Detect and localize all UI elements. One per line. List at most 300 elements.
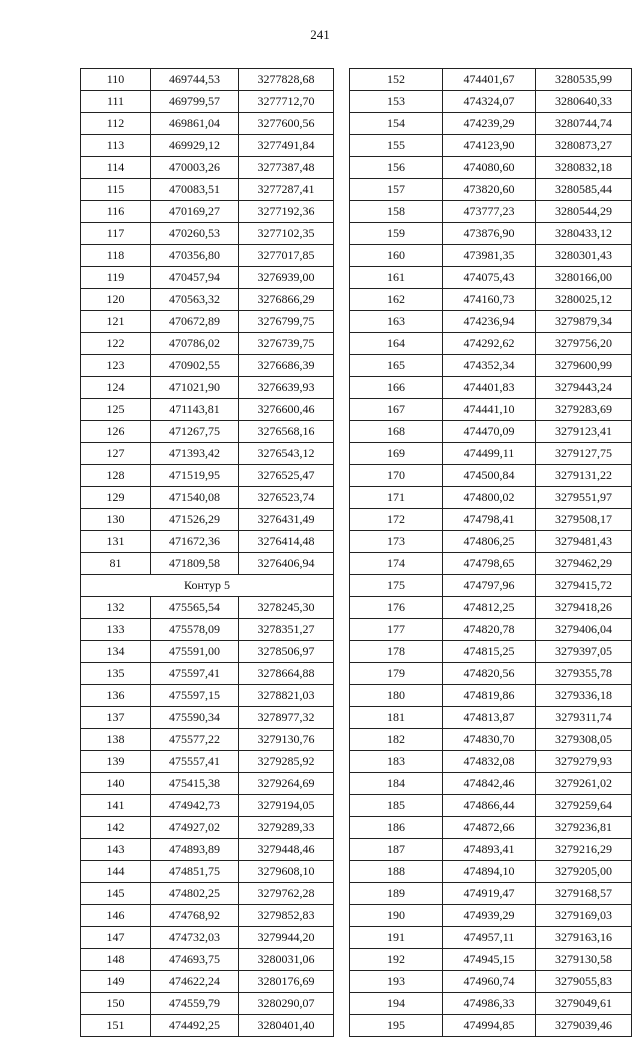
point-number: 134: [81, 641, 151, 663]
point-number: 190: [350, 905, 443, 927]
coordinate-row: [81, 91, 334, 113]
x-coordinate: 474945,15: [443, 949, 536, 971]
point-number: 137: [81, 707, 151, 729]
x-coordinate: 475577,22: [151, 729, 239, 751]
x-coordinate: 475565,54: [151, 597, 239, 619]
x-coordinate: 474819,86: [443, 685, 536, 707]
coordinate-row: [81, 465, 334, 487]
point-number: 179: [350, 663, 443, 685]
point-number: 152: [350, 69, 443, 91]
y-coordinate: 3277828,68: [239, 69, 334, 91]
y-coordinate: 3276686,39: [239, 355, 334, 377]
x-coordinate: 474768,92: [151, 905, 239, 927]
point-number: 135: [81, 663, 151, 685]
y-coordinate: 3279259,64: [536, 795, 632, 817]
point-number: 180: [350, 685, 443, 707]
coordinate-row: [350, 289, 632, 311]
point-number: 184: [350, 773, 443, 795]
y-coordinate: 3278664,88: [239, 663, 334, 685]
point-number: 148: [81, 949, 151, 971]
y-coordinate: 3276525,47: [239, 465, 334, 487]
coordinate-row: [350, 465, 632, 487]
x-coordinate: 474851,75: [151, 861, 239, 883]
y-coordinate: 3280401,40: [239, 1015, 334, 1037]
coordinate-row: [81, 795, 334, 817]
point-number: 183: [350, 751, 443, 773]
point-number: 132: [81, 597, 151, 619]
y-coordinate: 3279289,33: [239, 817, 334, 839]
section-header-row: [81, 575, 334, 597]
x-coordinate: 470260,53: [151, 223, 239, 245]
y-coordinate: 3279852,83: [239, 905, 334, 927]
y-coordinate: 3280832,18: [536, 157, 632, 179]
y-coordinate: 3279163,16: [536, 927, 632, 949]
coordinate-row: [350, 685, 632, 707]
y-coordinate: 3277192,36: [239, 201, 334, 223]
coordinate-row: [350, 179, 632, 201]
coordinate-row: [350, 971, 632, 993]
y-coordinate: 3279194,05: [239, 795, 334, 817]
x-coordinate: 474986,33: [443, 993, 536, 1015]
point-number: 142: [81, 817, 151, 839]
y-coordinate: 3277102,35: [239, 223, 334, 245]
point-number: 161: [350, 267, 443, 289]
point-number: 136: [81, 685, 151, 707]
x-coordinate: 474559,79: [151, 993, 239, 1015]
y-coordinate: 3279130,76: [239, 729, 334, 751]
x-coordinate: 474401,67: [443, 69, 536, 91]
x-coordinate: 474994,85: [443, 1015, 536, 1037]
coordinate-row: [81, 333, 334, 355]
x-coordinate: 474919,47: [443, 883, 536, 905]
y-coordinate: 3279406,04: [536, 619, 632, 641]
x-coordinate: 474800,02: [443, 487, 536, 509]
x-coordinate: 471672,36: [151, 531, 239, 553]
coordinate-row: [350, 113, 632, 135]
y-coordinate: 3279039,46: [536, 1015, 632, 1037]
x-coordinate: 474080,60: [443, 157, 536, 179]
x-coordinate: 474075,43: [443, 267, 536, 289]
coordinate-row: [81, 201, 334, 223]
coordinate-row: [350, 399, 632, 421]
coordinate-row: [81, 421, 334, 443]
point-number: 127: [81, 443, 151, 465]
y-coordinate: 3279600,99: [536, 355, 632, 377]
coordinate-row: [81, 751, 334, 773]
coordinate-row: [81, 773, 334, 795]
point-number: 194: [350, 993, 443, 1015]
coordinate-row: [81, 443, 334, 465]
y-coordinate: 3279879,34: [536, 311, 632, 333]
coordinate-row: [81, 663, 334, 685]
point-number: 126: [81, 421, 151, 443]
point-number: 111: [81, 91, 151, 113]
coordinate-row: [350, 421, 632, 443]
y-coordinate: 3279283,69: [536, 399, 632, 421]
x-coordinate: 474470,09: [443, 421, 536, 443]
x-coordinate: 475590,34: [151, 707, 239, 729]
coordinate-row: [81, 487, 334, 509]
coordinate-row: [350, 795, 632, 817]
y-coordinate: 3276939,00: [239, 267, 334, 289]
point-number: 177: [350, 619, 443, 641]
point-number: 138: [81, 729, 151, 751]
point-number: 140: [81, 773, 151, 795]
coordinate-row: [81, 619, 334, 641]
x-coordinate: 474820,56: [443, 663, 536, 685]
point-number: 164: [350, 333, 443, 355]
coordinate-row: [350, 267, 632, 289]
coordinate-row: [350, 135, 632, 157]
point-number: 119: [81, 267, 151, 289]
y-coordinate: 3279418,26: [536, 597, 632, 619]
y-coordinate: 3280535,99: [536, 69, 632, 91]
x-coordinate: 474797,96: [443, 575, 536, 597]
y-coordinate: 3280301,43: [536, 245, 632, 267]
y-coordinate: 3280031,06: [239, 949, 334, 971]
y-coordinate: 3279285,92: [239, 751, 334, 773]
x-coordinate: 474830,70: [443, 729, 536, 751]
x-coordinate: 474239,29: [443, 113, 536, 135]
y-coordinate: 3276799,75: [239, 311, 334, 333]
coordinate-row: [81, 223, 334, 245]
x-coordinate: 474798,41: [443, 509, 536, 531]
coordinate-row: [350, 729, 632, 751]
x-coordinate: 475597,41: [151, 663, 239, 685]
coordinate-row: [81, 531, 334, 553]
y-coordinate: 3279462,29: [536, 553, 632, 575]
x-coordinate: 474842,46: [443, 773, 536, 795]
y-coordinate: 3280744,74: [536, 113, 632, 135]
point-number: 144: [81, 861, 151, 883]
point-number: 158: [350, 201, 443, 223]
y-coordinate: 3277600,56: [239, 113, 334, 135]
y-coordinate: 3279127,75: [536, 443, 632, 465]
x-coordinate: 474927,02: [151, 817, 239, 839]
point-number: 130: [81, 509, 151, 531]
x-coordinate: 471393,42: [151, 443, 239, 465]
point-number: 168: [350, 421, 443, 443]
coordinate-row: [350, 201, 632, 223]
y-coordinate: 3280176,69: [239, 971, 334, 993]
x-coordinate: 474957,11: [443, 927, 536, 949]
page-number: 241: [310, 27, 330, 42]
point-number: 118: [81, 245, 151, 267]
coordinate-row: [350, 311, 632, 333]
point-number: 175: [350, 575, 443, 597]
point-number: 172: [350, 509, 443, 531]
y-coordinate: 3279756,20: [536, 333, 632, 355]
y-coordinate: 3278506,97: [239, 641, 334, 663]
point-number: 176: [350, 597, 443, 619]
y-coordinate: 3278245,30: [239, 597, 334, 619]
point-number: 153: [350, 91, 443, 113]
y-coordinate: 3279264,69: [239, 773, 334, 795]
point-number: 178: [350, 641, 443, 663]
x-coordinate: 474352,34: [443, 355, 536, 377]
coordinate-row: [81, 927, 334, 949]
x-coordinate: 470563,32: [151, 289, 239, 311]
x-coordinate: 471540,08: [151, 487, 239, 509]
coordinate-row: [81, 179, 334, 201]
x-coordinate: 469929,12: [151, 135, 239, 157]
point-number: 149: [81, 971, 151, 993]
coordinate-row: [81, 905, 334, 927]
x-coordinate: 474160,73: [443, 289, 536, 311]
coordinate-row: [350, 245, 632, 267]
x-coordinate: 474894,10: [443, 861, 536, 883]
y-coordinate: 3279279,93: [536, 751, 632, 773]
coordinate-row: [81, 289, 334, 311]
x-coordinate: 474872,66: [443, 817, 536, 839]
coordinates-table-left: [80, 68, 334, 1037]
x-coordinate: 471143,81: [151, 399, 239, 421]
point-number: 188: [350, 861, 443, 883]
point-number: 192: [350, 949, 443, 971]
point-number: 154: [350, 113, 443, 135]
point-number: 155: [350, 135, 443, 157]
coordinate-row: [350, 69, 632, 91]
coordinate-row: [81, 267, 334, 289]
coordinate-row: [350, 663, 632, 685]
coordinate-row: [81, 69, 334, 91]
point-number: 159: [350, 223, 443, 245]
y-coordinate: 3279131,22: [536, 465, 632, 487]
y-coordinate: 3279130,58: [536, 949, 632, 971]
coordinate-row: [350, 817, 632, 839]
y-coordinate: 3279055,83: [536, 971, 632, 993]
coordinate-row: [81, 729, 334, 751]
coordinate-row: [350, 641, 632, 663]
x-coordinate: 475578,09: [151, 619, 239, 641]
y-coordinate: 3276739,75: [239, 333, 334, 355]
y-coordinate: 3278821,03: [239, 685, 334, 707]
coordinate-row: [81, 355, 334, 377]
point-number: 182: [350, 729, 443, 751]
x-coordinate: 473876,90: [443, 223, 536, 245]
point-number: 124: [81, 377, 151, 399]
point-number: 141: [81, 795, 151, 817]
y-coordinate: 3278977,32: [239, 707, 334, 729]
point-number: 145: [81, 883, 151, 905]
x-coordinate: 470169,27: [151, 201, 239, 223]
coordinate-row: [350, 707, 632, 729]
coordinate-row: [81, 135, 334, 157]
y-coordinate: 3277287,41: [239, 179, 334, 201]
coordinate-row: [350, 773, 632, 795]
y-coordinate: 3277017,85: [239, 245, 334, 267]
point-number: 167: [350, 399, 443, 421]
x-coordinate: 470786,02: [151, 333, 239, 355]
y-coordinate: 3279216,29: [536, 839, 632, 861]
y-coordinate: 3279415,72: [536, 575, 632, 597]
x-coordinate: 475591,00: [151, 641, 239, 663]
coordinate-row: [350, 509, 632, 531]
point-number: 174: [350, 553, 443, 575]
coordinate-row: [350, 223, 632, 245]
x-coordinate: 475557,41: [151, 751, 239, 773]
coordinate-row: [81, 883, 334, 905]
y-coordinate: 3279168,57: [536, 883, 632, 905]
point-number: 187: [350, 839, 443, 861]
y-coordinate: 3279261,02: [536, 773, 632, 795]
x-coordinate: 469861,04: [151, 113, 239, 135]
coordinate-row: [350, 751, 632, 773]
y-coordinate: 3276523,74: [239, 487, 334, 509]
coordinate-row: [81, 311, 334, 333]
y-coordinate: 3279508,17: [536, 509, 632, 531]
y-coordinate: 3280544,29: [536, 201, 632, 223]
point-number: 191: [350, 927, 443, 949]
point-number: 129: [81, 487, 151, 509]
point-number: 122: [81, 333, 151, 355]
x-coordinate: 474401,83: [443, 377, 536, 399]
y-coordinate: 3279448,46: [239, 839, 334, 861]
coordinate-row: [350, 157, 632, 179]
point-number: 170: [350, 465, 443, 487]
point-number: 195: [350, 1015, 443, 1037]
x-coordinate: 474802,25: [151, 883, 239, 905]
point-number: 120: [81, 289, 151, 311]
point-number: 186: [350, 817, 443, 839]
coordinate-row: [350, 1015, 632, 1037]
x-coordinate: 474813,87: [443, 707, 536, 729]
coordinate-row: [81, 949, 334, 971]
point-number: 185: [350, 795, 443, 817]
x-coordinate: 474622,24: [151, 971, 239, 993]
x-coordinate: 474832,08: [443, 751, 536, 773]
x-coordinate: 474492,25: [151, 1015, 239, 1037]
point-number: 143: [81, 839, 151, 861]
point-number: 147: [81, 927, 151, 949]
coordinate-row: [350, 531, 632, 553]
x-coordinate: 470457,94: [151, 267, 239, 289]
point-number: 163: [350, 311, 443, 333]
point-number: 123: [81, 355, 151, 377]
point-number: 193: [350, 971, 443, 993]
point-number: 115: [81, 179, 151, 201]
point-number: 173: [350, 531, 443, 553]
x-coordinate: 474236,94: [443, 311, 536, 333]
point-number: 160: [350, 245, 443, 267]
y-coordinate: 3276543,12: [239, 443, 334, 465]
x-coordinate: 474942,73: [151, 795, 239, 817]
x-coordinate: 474798,65: [443, 553, 536, 575]
x-coordinate: 474815,25: [443, 641, 536, 663]
y-coordinate: 3276414,48: [239, 531, 334, 553]
point-number: 121: [81, 311, 151, 333]
y-coordinate: 3279169,03: [536, 905, 632, 927]
coordinate-row: [81, 707, 334, 729]
x-coordinate: 474500,84: [443, 465, 536, 487]
x-coordinate: 474693,75: [151, 949, 239, 971]
point-number: 150: [81, 993, 151, 1015]
x-coordinate: 474292,62: [443, 333, 536, 355]
x-coordinate: 470083,51: [151, 179, 239, 201]
x-coordinate: 474893,41: [443, 839, 536, 861]
x-coordinate: 470356,80: [151, 245, 239, 267]
x-coordinate: 471267,75: [151, 421, 239, 443]
point-number: 117: [81, 223, 151, 245]
coordinate-row: [350, 861, 632, 883]
x-coordinate: 475415,38: [151, 773, 239, 795]
y-coordinate: 3279944,20: [239, 927, 334, 949]
y-coordinate: 3280166,00: [536, 267, 632, 289]
y-coordinate: 3279236,81: [536, 817, 632, 839]
coordinate-row: [81, 509, 334, 531]
point-number: 139: [81, 751, 151, 773]
y-coordinate: 3277491,84: [239, 135, 334, 157]
coordinate-row: [350, 487, 632, 509]
y-coordinate: 3280873,27: [536, 135, 632, 157]
point-number: 112: [81, 113, 151, 135]
x-coordinate: 473820,60: [443, 179, 536, 201]
x-coordinate: 471021,90: [151, 377, 239, 399]
x-coordinate: 474866,44: [443, 795, 536, 817]
y-coordinate: 3279608,10: [239, 861, 334, 883]
section-title: Контур 5: [81, 575, 334, 597]
point-number: 189: [350, 883, 443, 905]
coordinate-row: [350, 91, 632, 113]
coordinate-row: [350, 927, 632, 949]
y-coordinate: 3279205,00: [536, 861, 632, 883]
point-number: 131: [81, 531, 151, 553]
y-coordinate: 3279355,78: [536, 663, 632, 685]
y-coordinate: 3279336,18: [536, 685, 632, 707]
y-coordinate: 3276406,94: [239, 553, 334, 575]
point-number: 114: [81, 157, 151, 179]
coordinate-row: [350, 575, 632, 597]
x-coordinate: 470003,26: [151, 157, 239, 179]
point-number: 156: [350, 157, 443, 179]
x-coordinate: 470672,89: [151, 311, 239, 333]
point-number: 157: [350, 179, 443, 201]
point-number: 125: [81, 399, 151, 421]
coordinate-row: [81, 113, 334, 135]
y-coordinate: 3280433,12: [536, 223, 632, 245]
y-coordinate: 3280025,12: [536, 289, 632, 311]
coordinate-row: [350, 333, 632, 355]
y-coordinate: 3278351,27: [239, 619, 334, 641]
x-coordinate: 470902,55: [151, 355, 239, 377]
coordinate-row: [81, 971, 334, 993]
coordinate-row: [350, 905, 632, 927]
x-coordinate: 474441,10: [443, 399, 536, 421]
point-number: 128: [81, 465, 151, 487]
coordinate-row: [81, 377, 334, 399]
x-coordinate: 474806,25: [443, 531, 536, 553]
y-coordinate: 3279308,05: [536, 729, 632, 751]
x-coordinate: 469744,53: [151, 69, 239, 91]
x-coordinate: 473981,35: [443, 245, 536, 267]
x-coordinate: 474939,29: [443, 905, 536, 927]
x-coordinate: 471809,58: [151, 553, 239, 575]
x-coordinate: 475597,15: [151, 685, 239, 707]
point-number: 165: [350, 355, 443, 377]
y-coordinate: 3280290,07: [239, 993, 334, 1015]
point-number: 169: [350, 443, 443, 465]
point-number: 133: [81, 619, 151, 641]
coordinates-table-right: [349, 68, 632, 1037]
coordinate-row: [81, 993, 334, 1015]
coordinate-row: [81, 245, 334, 267]
coordinate-row: [81, 817, 334, 839]
x-coordinate: 474732,03: [151, 927, 239, 949]
x-coordinate: 471519,95: [151, 465, 239, 487]
coordinate-row: [81, 641, 334, 663]
y-coordinate: 3279311,74: [536, 707, 632, 729]
point-number: 166: [350, 377, 443, 399]
